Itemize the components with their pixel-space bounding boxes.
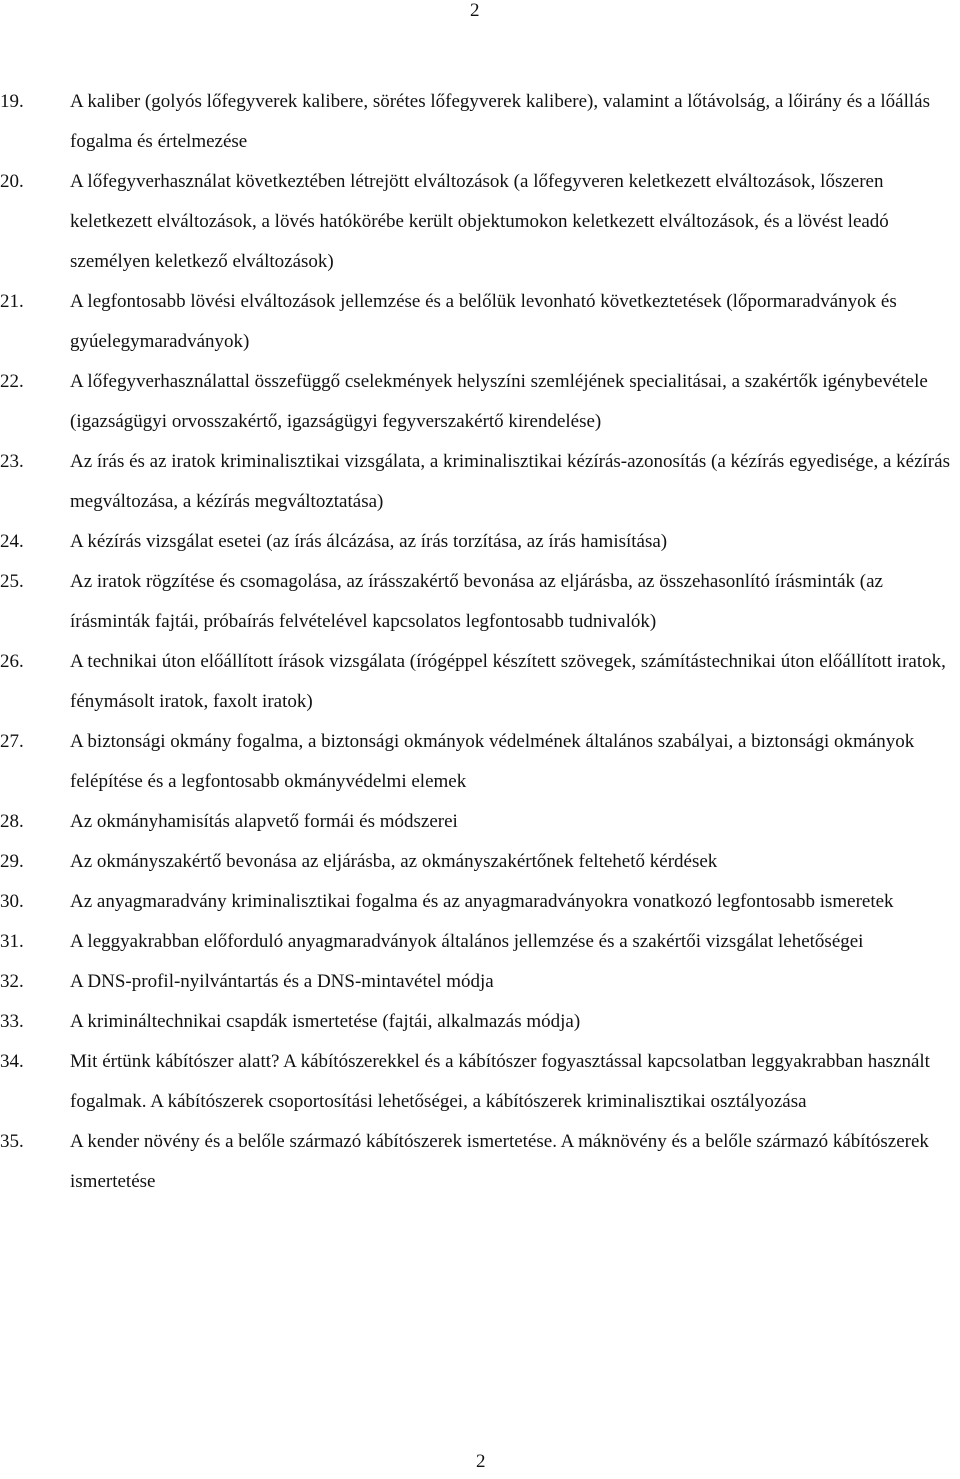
- item-text: A kézírás vizsgálat esetei (az írás álcázása, az írás torzítása, az írás hamisítása): [70, 531, 668, 552]
- list-item: [0, 1122, 960, 1202]
- list-item: [0, 962, 960, 1002]
- list-item: [0, 802, 960, 842]
- item-text: A leggyakrabban előforduló anyagmaradványok általános jellemzése és a szakértői vizsgálat lehetőségei: [70, 931, 864, 952]
- item-number: 27.: [0, 731, 24, 752]
- item-text: A legfontosabb lövési elváltozások jellemzése és a belőlük levonható következtetések (lőpormaradványok és gyúelegymaradványok): [70, 291, 897, 352]
- list-item: [0, 82, 960, 162]
- list-item: [0, 842, 960, 882]
- item-text: A kender növény és a belőle származó kábítószerek ismertetése. A máknövény és a belőle származó kábítószerek ismertetése: [70, 1131, 929, 1192]
- item-text: A krimináltechnikai csapdák ismertetése (fajtái, alkalmazás módja): [70, 1011, 581, 1032]
- item-number: 19.: [0, 91, 24, 112]
- item-number: 31.: [0, 931, 24, 952]
- item-number: 30.: [0, 891, 24, 912]
- item-text: A technikai úton előállított írások vizsgálata (írógéppel készített szövegek, számítástechnikai úton előállított iratok, fénymásolt iratok, faxolt iratok): [70, 651, 946, 712]
- item-text: Az iratok rögzítése és csomagolása, az írásszakértő bevonása az eljárásba, az összehasonlító írásminták (az írásminták fajtái, próbaírás felvételével kapcsolatos legfontosabb tudnivalók): [70, 571, 883, 632]
- list-item: [0, 522, 960, 562]
- list-item: [0, 362, 960, 442]
- item-text: A biztonsági okmány fogalma, a biztonsági okmányok védelmének általános szabályai, a biztonsági okmányok felépítése és a legfontosabb okmányvédelmi elemek: [70, 731, 915, 792]
- item-number: 33.: [0, 1011, 24, 1032]
- list-item: [0, 922, 960, 962]
- list-item: [0, 1002, 960, 1042]
- item-number: 35.: [0, 1131, 24, 1152]
- item-text: Az írás és az iratok kriminalisztikai vizsgálata, a kriminalisztikai kézírás-azonosítás (a kézírás egyedisége, a kézírás megváltozása, a kézírás megváltoztatása): [70, 451, 950, 512]
- list-item: [0, 642, 960, 722]
- item-number: 21.: [0, 291, 24, 312]
- list-item: [0, 282, 960, 362]
- item-number: 20.: [0, 171, 24, 192]
- item-number: 28.: [0, 811, 24, 832]
- list-item: [0, 722, 960, 802]
- item-number: 25.: [0, 571, 24, 592]
- list-item: [0, 562, 960, 642]
- page-number-top: 2: [470, 0, 480, 21]
- page-number-bottom: 2: [476, 1451, 486, 1472]
- item-text: A DNS-profil-nyilvántartás és a DNS-mintavétel módja: [70, 971, 494, 992]
- list-item: [0, 162, 960, 282]
- item-text: Az okmányszakértő bevonása az eljárásba, az okmányszakértőnek feltehető kérdések: [70, 851, 718, 872]
- item-number: 29.: [0, 851, 24, 872]
- item-text: Az okmányhamisítás alapvető formái és módszerei: [70, 811, 458, 832]
- item-number: 32.: [0, 971, 24, 992]
- topic-list: [0, 82, 960, 1202]
- item-number: 26.: [0, 651, 24, 672]
- item-text: Az anyagmaradvány kriminalisztikai fogalma és az anyagmaradványokra vonatkozó legfontosabb ismeretek: [70, 891, 894, 912]
- list-item: [0, 882, 960, 922]
- item-number: 34.: [0, 1051, 24, 1072]
- item-text: Mit értünk kábítószer alatt? A kábítószerekkel és a kábítószer fogyasztással kapcsolatban leggyakrabban használt fogalmak. A kábítószerek csoportosítási lehetőségei, a kábítószerek kriminalisztikai osztályozása: [70, 1051, 930, 1112]
- list-item: [0, 1042, 960, 1122]
- item-text: A kaliber (golyós lőfegyverek kalibere, sörétes lőfegyverek kalibere), valamint a lőtávolság, a lőirány és a lőállás fogalma és értelmezése: [70, 91, 930, 152]
- item-number: 23.: [0, 451, 24, 472]
- item-text: A lőfegyverhasználattal összefüggő cselekmények helyszíni szemléjének specialitásai, a szakértők igénybevétele (igazságügyi orvosszakértő, igazságügyi fegyverszakértő kirendelése): [70, 371, 928, 432]
- item-number: 22.: [0, 371, 24, 392]
- item-number: 24.: [0, 531, 24, 552]
- item-text: A lőfegyverhasználat következtében létrejött elváltozások (a lőfegyveren keletkezett elváltozások, lőszeren keletkezett elváltozások, a lövés hatókörébe került objektumokon keletkezett elváltozások, és a lövést leadó személyen keletkező elváltozások): [70, 171, 889, 272]
- list-item: [0, 442, 960, 522]
